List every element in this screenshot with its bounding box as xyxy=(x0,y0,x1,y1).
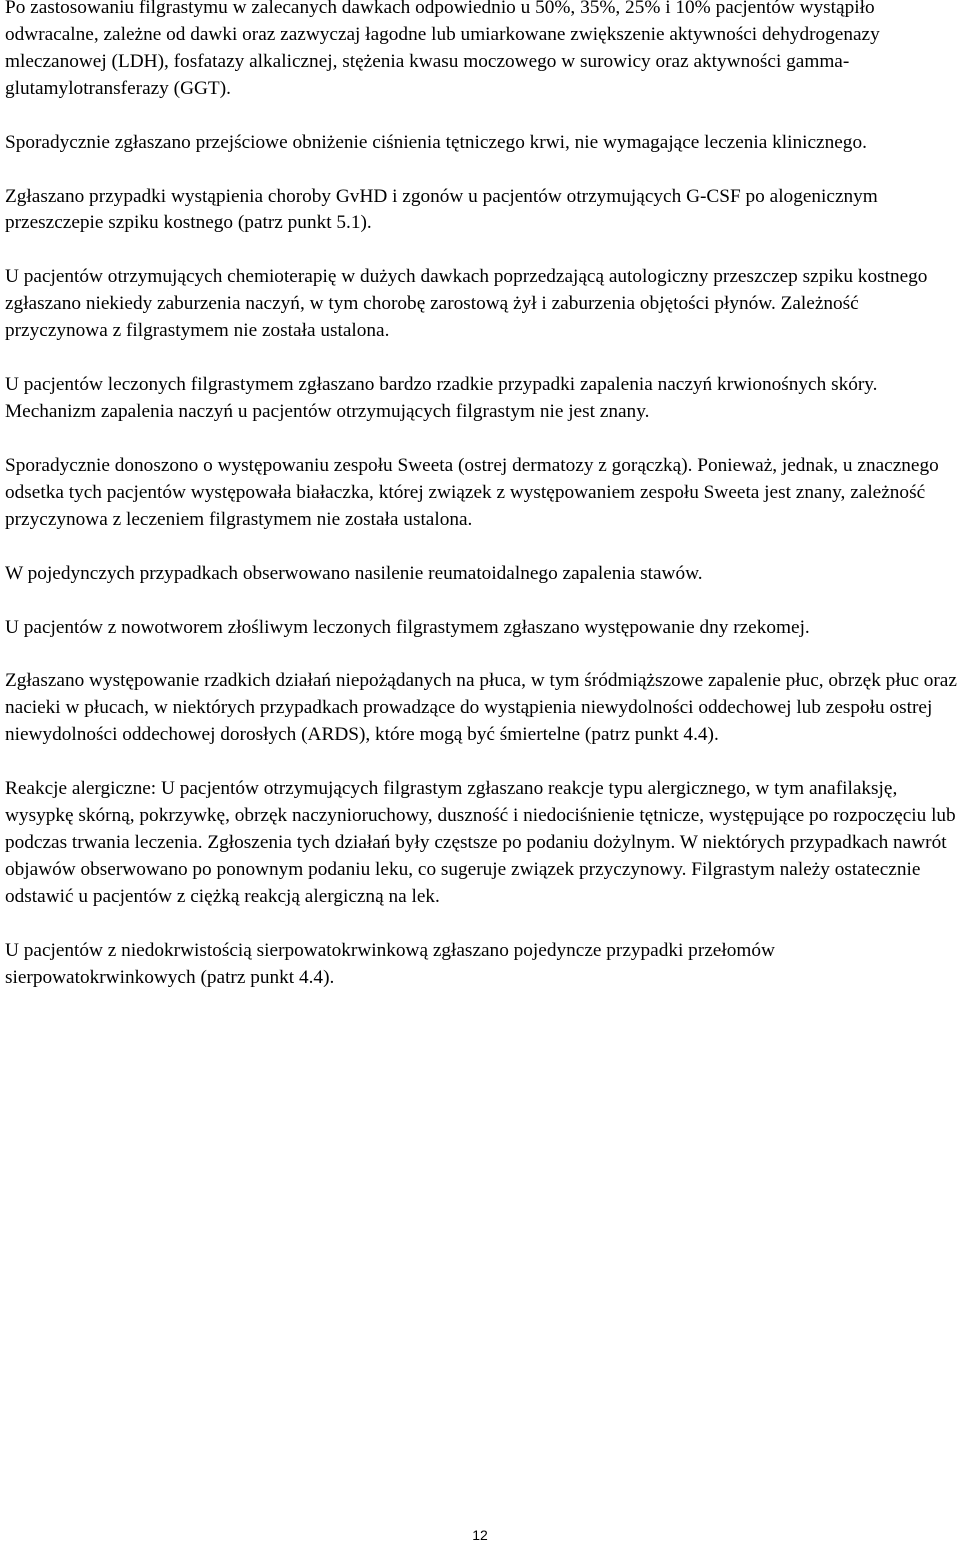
paragraph-sickle-cell-crises: U pacjentów z niedokrwistością sierpowatokrwinkową zgłaszano pojedyncze przypadki przełomów sierpowatokrwinkowych (patrz punkt 4.4). xyxy=(5,939,775,988)
paragraph-rheumatoid-arthritis: W pojedynczych przypadkach obserwowano nasilenie reumatoidalnego zapalenia stawów. xyxy=(5,562,703,584)
document-body xyxy=(5,0,960,1018)
page-number: 12 xyxy=(472,1527,488,1543)
paragraph-vascular-disorders: U pacjentów otrzymujących chemioterapię w dużych dawkach poprzedzającą autologiczny przeszczep szpiku kostnego zgłaszano niekiedy zaburzenia naczyń, w tym chorobę zarostową żył i zaburzenia objętości płynów. Zależność przyczynowa z filgrastymem nie została ustalona. xyxy=(5,266,928,342)
paragraph-sweet-syndrome: Sporadycznie donoszono o występowaniu zespołu Sweeta (ostrej dermatozy z gorączką). Ponieważ, jednak, u znacznego odsetka tych pacjentów występowała białaczka, której związek z występowaniem zespołu Sweeta jest znany, zależność przyczynowa z leczeniem filgrastymem nie została ustalona. xyxy=(5,454,939,530)
paragraph-pulmonary-effects: Zgłaszano występowanie rzadkich działań niepożądanych na płuca, w tym śródmiąższowe zapalenie płuc, obrzęk płuc oraz nacieki w płucach, w niektórych przypadkach prowadzące do wystąpienia niewydolności oddechowej lub zespołu ostrej niewydolności oddechowej dorosłych (ARDS), które mogą być śmiertelne (patrz punkt 4.4). xyxy=(5,670,957,746)
paragraph-lab-abnormalities: Po zastosowaniu filgrastymu w zalecanych dawkach odpowiednio u 50%, 35%, 25% i 10% pacjentów wystąpiło odwracalne, zależne od dawki oraz zazwyczaj łagodne lub umiarkowane zwiększenie aktywności dehydrogenazy mleczanowej (LDH), fosfatazy alkalicznej, stężenia kwasu moczowego w surowicy oraz aktywności gamma-glutamylotransferazy (GGT). xyxy=(5,0,880,99)
paragraph-allergic-reactions: Reakcje alergiczne: U pacjentów otrzymujących filgrastym zgłaszano reakcje typu alergicznego, w tym anafilaksję, wysypkę skórną, pokrzywkę, obrzęk naczynioruchowy, duszność i niedociśnienie tętnicze, występujące po rozpoczęciu lub podczas trwania leczenia. Zgłoszenia tych działań były częstsze po podaniu dożylnym. W niektórych przypadkach nawrót objawów obserwowano po ponownym podaniu leku, co sugeruje związek przyczynowy. Filgrastym należy ostatecznie odstawić u pacjentów z ciężką reakcją alergiczną na lek. xyxy=(5,778,956,907)
paragraph-cutaneous-vasculitis: U pacjentów leczonych filgrastymem zgłaszano bardzo rzadkie przypadki zapalenia naczyń krwionośnych skóry. Mechanizm zapalenia naczyń u pacjentów otrzymujących filgrastym nie jest znany. xyxy=(5,374,878,422)
paragraph-gvhd: Zgłaszano przypadki wystąpienia choroby GvHD i zgonów u pacjentów otrzymujących G-CSF po alogenicznym przeszczepie szpiku kostnego (patrz punkt 5.1). xyxy=(5,185,878,234)
paragraph-pseudogout: U pacjentów z nowotworem złośliwym leczonych filgrastymem zgłaszano występowanie dny rzekomej. xyxy=(5,616,810,638)
paragraph-hypotension: Sporadycznie zgłaszano przejściowe obniżenie ciśnienia tętniczego krwi, nie wymagające leczenia klinicznego. xyxy=(5,131,867,153)
